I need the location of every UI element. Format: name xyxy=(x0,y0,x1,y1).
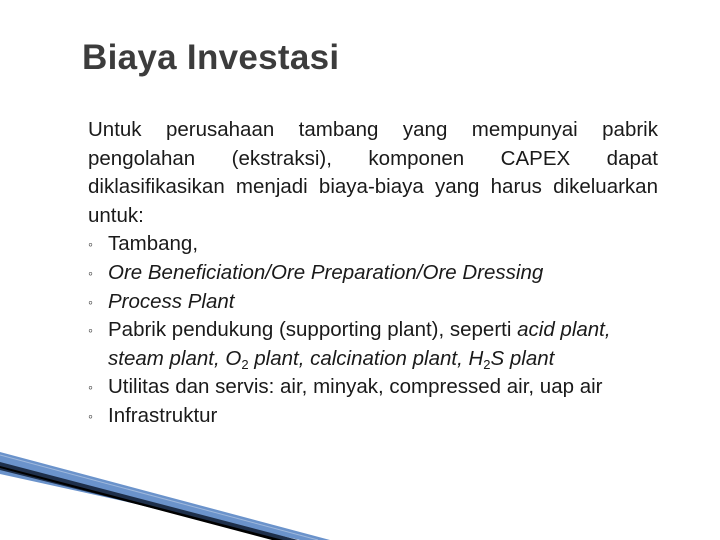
subscript: 2 xyxy=(241,356,249,372)
item-text: Utilitas dan servis: air, minyak, compressed air, uap air xyxy=(108,375,603,399)
bullet-icon: ◦ xyxy=(88,322,93,339)
bullet-icon: ◦ xyxy=(88,379,93,396)
bullet-icon: ◦ xyxy=(88,236,93,253)
item-text: Infrastruktur xyxy=(108,403,218,427)
intro-paragraph: Untuk perusahaan tambang yang mempunyai pabrik pengolahan (ekstraksi), komponen CAPEX dapat diklasifikasikan menjadi biaya-biaya yang harus dikeluarkan untuk: xyxy=(88,118,658,227)
bullet-icon: ◦ xyxy=(88,293,93,310)
item-text-italic: acid plant, steam plant, O xyxy=(108,318,611,370)
item-text: Tambang, xyxy=(108,232,199,256)
bullet-icon: ◦ xyxy=(88,264,93,281)
slide-title: Biaya Investasi xyxy=(82,38,340,77)
bullet-icon: ◦ xyxy=(88,407,93,424)
item-text: Ore Beneficiation/Ore Preparation/Ore Dressing xyxy=(108,260,544,284)
decor-wedge-blue xyxy=(0,452,330,540)
subscript: 2 xyxy=(483,356,491,372)
item-text: Pabrik pendukung (supporting plant), seperti xyxy=(108,318,518,342)
decor-wedge-black xyxy=(0,466,283,540)
item-text-italic: plant, calcination plant, H xyxy=(248,346,484,370)
decor-line xyxy=(0,455,318,540)
item-text-italic: S plant xyxy=(490,346,555,370)
item-text: Process Plant xyxy=(108,289,235,313)
